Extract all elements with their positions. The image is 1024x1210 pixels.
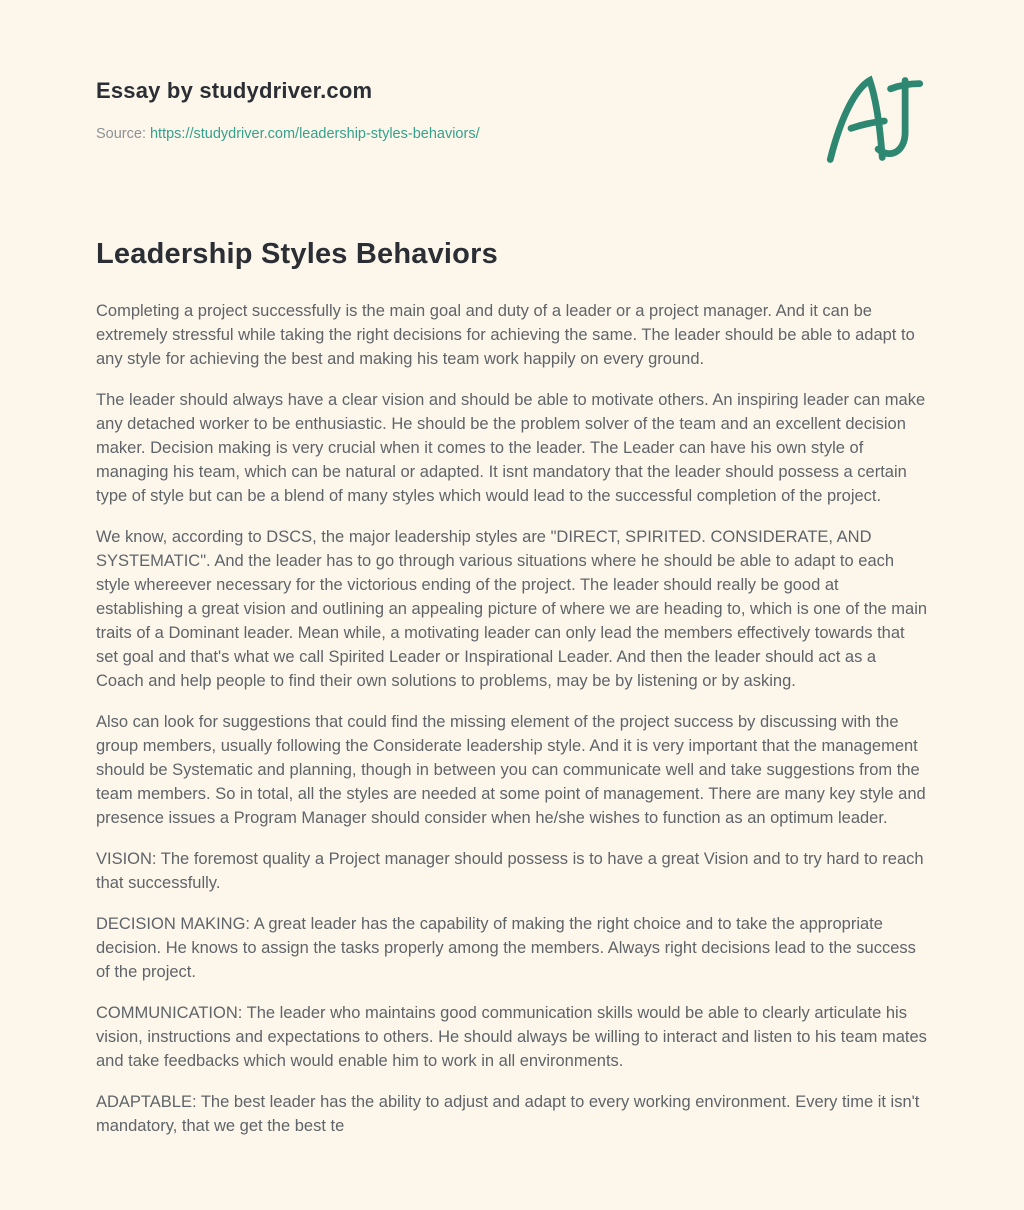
- studydriver-logo-icon: [824, 72, 928, 168]
- source-link[interactable]: https://studydriver.com/leadership-styles-behaviors/: [149, 126, 480, 142]
- byline: Essay by studydriver.com: [96, 78, 373, 103]
- document-header: [96, 0, 928, 142]
- paragraph-2: The leader should always have a clear vision and should be able to motivate others. An inspiring leader can make any detached worker to be enthusiastic. He should be the problem solver of the team and an excellent decision maker. Decision making is very crucial when it comes to the leader. The Leader can have his own style of managing his team, which can be natural or adapted. It isnt mandatory that the leader should possess a certain type of style but can be a blend of many styles which would lead to the successful completion of the project.: [96, 391, 926, 505]
- paragraph-8: ADAPTABLE: The best leader has the ability to adjust and adapt to every working environment. Every time it isn't mandatory, that we get the best te: [96, 1093, 920, 1135]
- source-line: [96, 126, 928, 142]
- paragraph-3: We know, according to DSCS, the major leadership styles are "DIRECT, SPIRITED. CONSIDERATE, AND SYSTEMATIC". And the leader has to go through various situations where he should be able to adapt to each style whereever necessary for the victorious ending of the project. The leader should really be good at establishing a great vision and outlining an appealing picture of where we are heading to, which is one of the main traits of a Dominant leader. Mean while, a motivating leader can only lead the members effectively towards that set goal and that's what we call Spirited Leader or Inspirational Leader. And then the leader should act as a Coach and help people to find their own solutions to problems, may be by listening or by asking.: [96, 528, 928, 690]
- article: [96, 238, 928, 1138]
- page-title: Leadership Styles Behaviors: [96, 238, 498, 270]
- paragraph-6: DECISION MAKING: A great leader has the capability of making the right choice and to take the appropriate decision. He knows to assign the tasks properly among the members. Always right decisions lead to the success of the project.: [96, 915, 916, 981]
- paragraph-4: Also can look for suggestions that could find the missing element of the project success by discussing with the group members, usually following the Considerate leadership style. And it is very important that the management should be Systematic and planning, though in between you can communicate well and take suggestions from the team members. So in total, all the styles are needed at some point of management. There are many key style and presence issues a Program Manager should consider when he/she wishes to function as an optimum leader.: [96, 713, 926, 827]
- paragraph-7: COMMUNICATION: The leader who maintains good communication skills would be able to clearly articulate his vision, instructions and expectations to others. He should always be willing to interact and listen to his team mates and take feedbacks which would enable him to work in all environments.: [96, 1004, 927, 1070]
- paragraph-1: Completing a project successfully is the main goal and duty of a leader or a project manager. And it can be extremely stressful while taking the right decisions for achieving the same. The leader should be able to adapt to any style for achieving the best and making his team work happily on every ground.: [96, 302, 915, 368]
- paragraph-5: VISION: The foremost quality a Project manager should possess is to have a great Vision and to try hard to reach that successfully.: [96, 850, 924, 892]
- source-label: Source:: [96, 126, 146, 142]
